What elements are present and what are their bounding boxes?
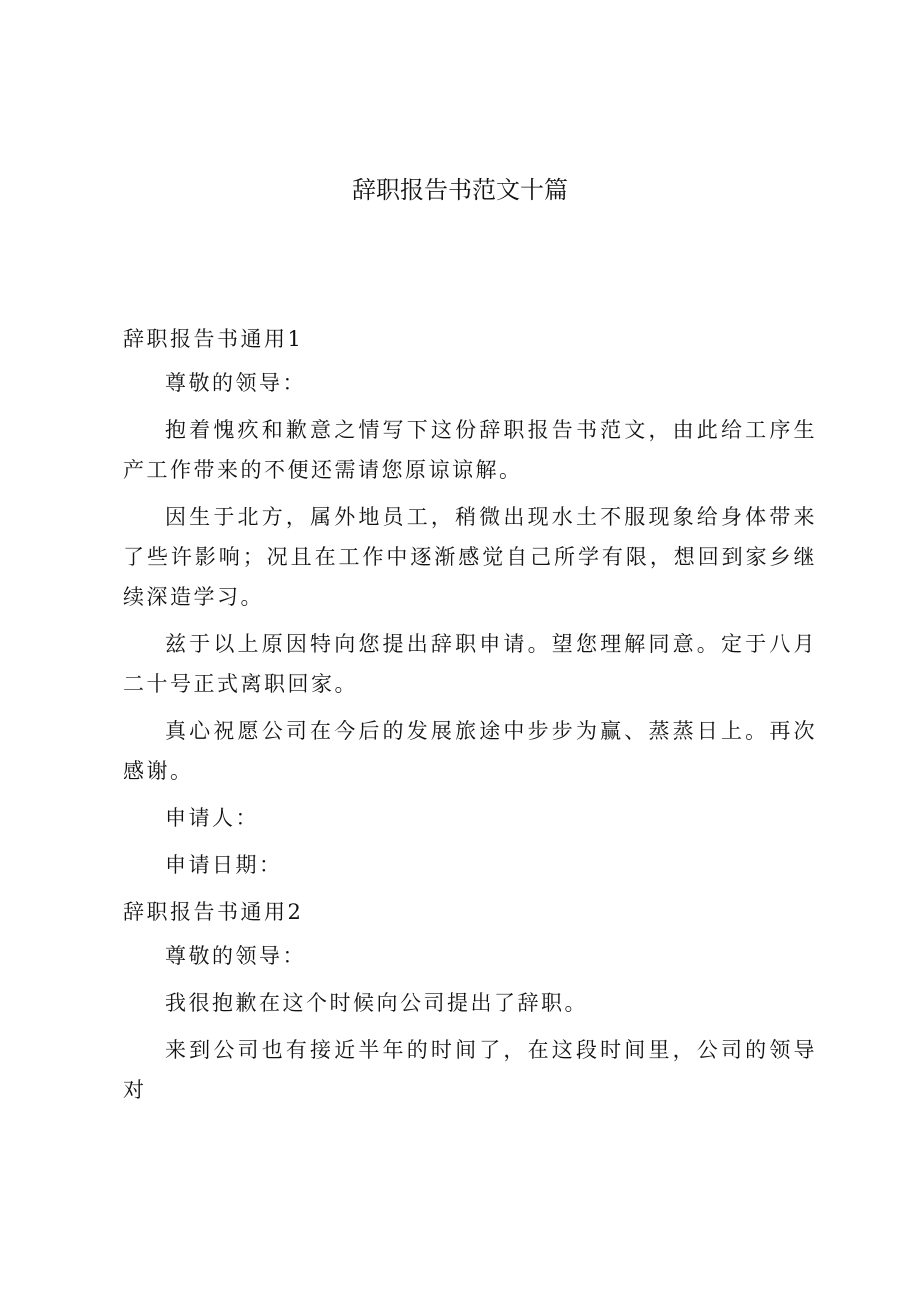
- body-paragraph: 真心祝愿公司在今后的发展旅途中步步为赢、蒸蒸日上。再次感谢。: [123, 719, 817, 783]
- salutation: 尊敬的领导：: [165, 371, 306, 395]
- salutation: 尊敬的领导：: [165, 944, 306, 968]
- body-paragraph: 我很抱歉在这个时候向公司提出了辞职。: [165, 991, 588, 1015]
- section-heading: 辞职报告书通用1: [123, 327, 304, 351]
- body-paragraph: 兹于以上原因特向您提出辞职申请。望您理解同意。定于八月二十号正式离职回家。: [123, 632, 817, 696]
- body-paragraph: 因生于北方，属外地员工，稍微出现水土不服现象给身体带来了些许影响；况且在工作中逐渐感觉自己所学有限，想回到家乡继续深造学习。: [123, 505, 817, 609]
- section-heading: 辞职报告书通用2: [123, 900, 304, 924]
- body-paragraph: 抱着愧疚和歉意之情写下这份辞职报告书范文，由此给工序生产工作带来的不便还需请您原谅谅解。: [123, 418, 817, 482]
- date-line: 申请日期：: [165, 853, 283, 877]
- document-body: [123, 319, 817, 1117]
- body-paragraph: 来到公司也有接近半年的时间了，在这段时间里，公司的领导对: [123, 1038, 817, 1102]
- applicant-line: 申请人：: [165, 806, 259, 830]
- document-title: 辞职报告书范文十篇: [352, 176, 568, 204]
